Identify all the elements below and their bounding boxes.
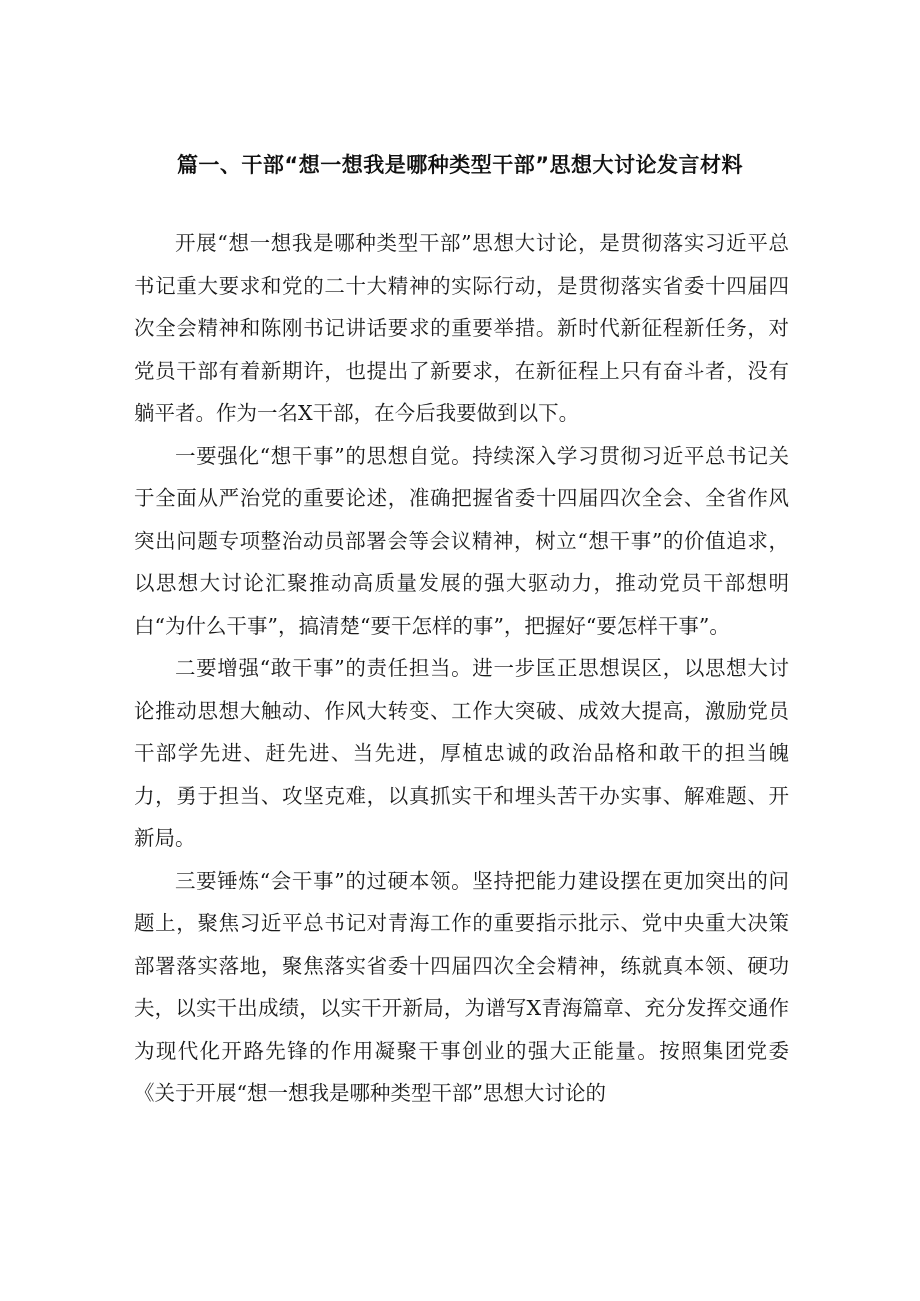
paragraph-point-one: 一要强化“想干事”的思想自觉。持续深入学习贯彻习近平总书记关于全面从严治党的重要论述，准确把握省委十四届四次全会、全省作风突出问题专项整治动员部署会等会议精神，树立“想干事”的价值追求，以思想大讨论汇聚推动高质量发展的强大驱动力，推动党员干部想明白“为什么干事”，搞清楚“要干怎样的事”，把握好“要怎样干事”。 bbox=[134, 443, 789, 638]
document-body bbox=[134, 222, 789, 1115]
document-title: 篇一、干部“想一想我是哪种类型干部”思想大讨论发言材料 bbox=[176, 153, 744, 177]
paragraph-point-two: 二要增强“敢干事”的责任担当。进一步匡正思想误区，以思想大讨论推动思想大触动、作风大转变、工作大突破、成效大提高，激励党员干部学先进、赶先进、当先进，厚植忠诚的政治品格和敢干的担当魄力，勇于担当、攻坚克难，以真抓实干和埋头苦干办实事、解难题、开新局。 bbox=[134, 656, 789, 850]
paragraph-intro: 开展“想一想我是哪种类型干部”思想大讨论，是贯彻落实习近平总书记重大要求和党的二十大精神的实际行动，是贯彻落实省委十四届四次全会精神和陈刚书记讲话要求的重要举措。新时代新征程新任务，对党员干部有着新期许，也提出了新要求，在新征程上只有奋斗者，没有躺平者。作为一名X干部，在今后我要做到以下。 bbox=[134, 231, 789, 425]
paragraph-point-three: 三要锤炼“会干事”的过硬本领。坚持把能力建设摆在更加突出的问题上，聚焦习近平总书记对青海工作的重要指示批示、党中央重大决策部署落实落地，聚焦落实省委十四届四次全会精神，练就真本领、硬功夫，以实干出成绩，以实干开新局，为谱写X青海篇章、充分发挥交通作为现代化开路先锋的作用凝聚干事创业的强大正能量。按照集团党委《关于开展“想一想我是哪种类型干部”思想大讨论的 bbox=[134, 868, 789, 1105]
